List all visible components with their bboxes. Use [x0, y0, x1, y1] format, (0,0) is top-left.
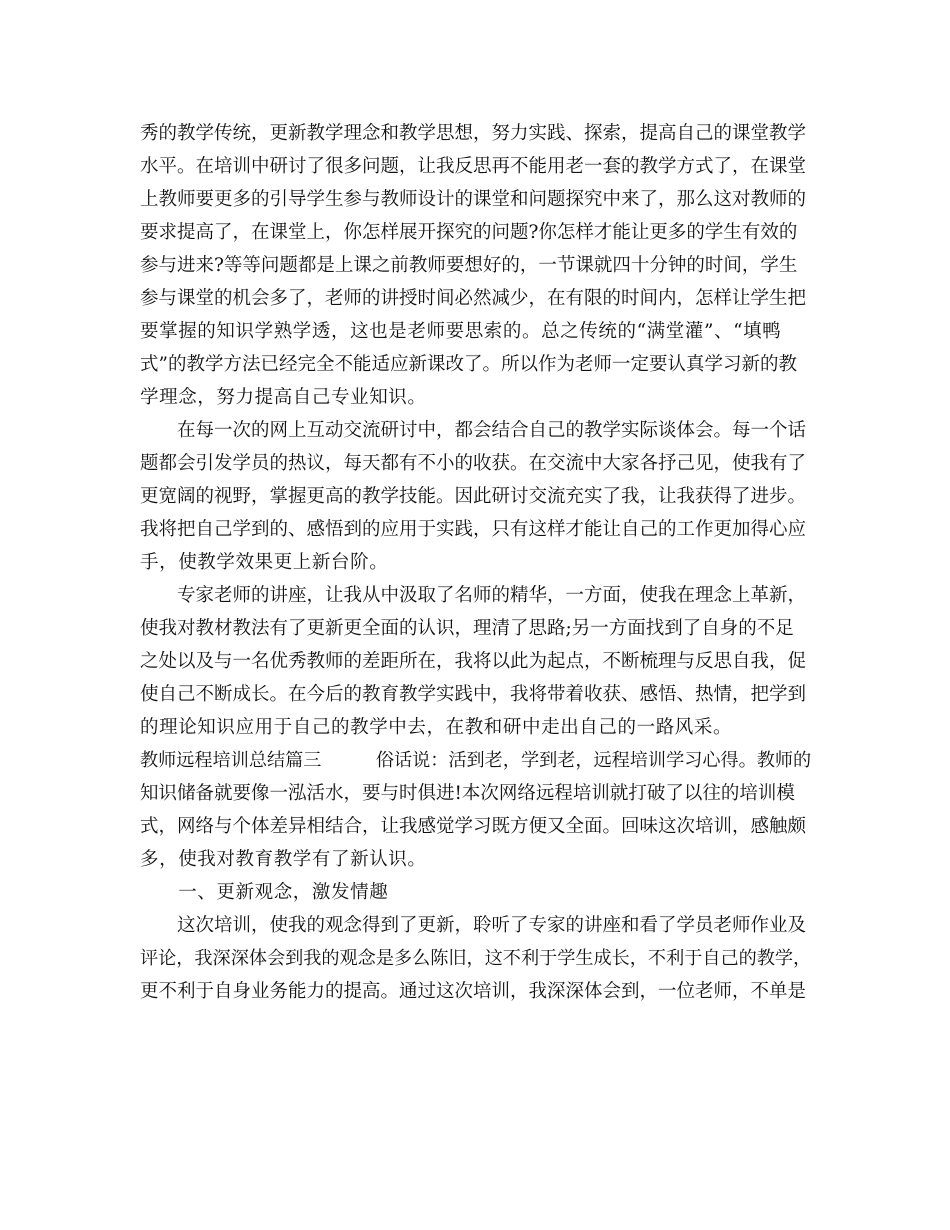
- text-line: 我将把自己学到的、感悟到的应用于实践，只有这样才能让自己的工作更加得心应: [140, 519, 807, 540]
- text-line: 这次培训，使我的观念得到了更新，聆听了专家的讲座和看了学员老师作业及: [140, 915, 807, 936]
- text-line: 参与课堂的机会多了，老师的讲授时间必然减少，在有限的时间内，怎样让学生把: [140, 288, 807, 309]
- text-line: 要求提高了，在课堂上，你怎样展开探究的问题?你怎样才能让更多的学生有效的: [140, 222, 798, 243]
- text-line: 的理论知识应用于自己的教学中去，在教和研中走出自己的一路风采。: [140, 717, 733, 738]
- text-line: 上教师要更多的引导学生参与教师设计的课堂和问题探究中来了，那么这对教师的: [140, 189, 807, 210]
- text-line: 水平。在培训中研讨了很多问题，让我反思再不能用老一套的教学方式了，在课堂: [140, 156, 807, 177]
- text-line: 使自己不断成长。在今后的教育教学实践中，我将带着收获、感悟、热情，把学到: [140, 684, 807, 705]
- text-line: 参与进来?等等问题都是上课之前教师要想好的，一节课就四十分钟的时间，学生: [140, 255, 798, 276]
- text-line: 要掌握的知识学熟学透，这也是老师要思索的。总之传统的“满堂灌”、“填鸭: [140, 321, 782, 342]
- text-line: 更宽阔的视野，掌握更高的教学技能。因此研讨交流充实了我，让我获得了进步。: [140, 486, 807, 507]
- text-line: 一、更新观念，激发情趣: [140, 882, 389, 903]
- text-line: 学理念，努力提高自己专业知识。: [140, 387, 427, 408]
- text-line: 题都会引发学员的热议，每天都有不小的收获。在交流中大家各抒己见，使我有了: [140, 453, 807, 474]
- text-line: 式，网络与个体差异相结合，让我感觉学习既方便又全面。回味这次培训，感触颇: [140, 816, 807, 837]
- text-line: 式”的教学方法已经完全不能适应新课改了。所以作为老师一定要认真学习新的教: [140, 354, 797, 375]
- text-line: 秀的教学传统，更新教学理念和教学思想，努力实践、探索，提高自己的课堂教学: [140, 123, 807, 144]
- text-line: 多，使我对教育教学有了新认识。: [140, 849, 427, 870]
- text-line: 教师远程培训总结篇三 俗话说：活到老，学到老，远程培训学习心得。教师的: [140, 750, 812, 771]
- text-line: 手，使教学效果更上新台阶。: [140, 552, 389, 573]
- text-line: 在每一次的网上互动交流研讨中，都会结合自己的教学实际谈体会。每一个话: [140, 420, 807, 441]
- text-line: 更不利于自身业务能力的提高。通过这次培训，我深深体会到，一位老师，不单是: [140, 981, 807, 1002]
- text-line: 使我对教材教法有了更新更全面的认识，理清了思路;另一方面找到了自身的不足: [140, 618, 794, 639]
- text-line: 评论，我深深体会到我的观念是多么陈旧，这不利于学生成长，不利于自己的教学，: [140, 948, 812, 969]
- text-line: 专家老师的讲座，让我从中汲取了名师的精华，一方面，使我在理念上革新，: [140, 585, 807, 606]
- text-line: 知识储备就要像一泓活水，要与时俱进!本次网络远程培训就打破了以往的培训模: [140, 783, 795, 804]
- text-line: 之处以及与一名优秀教师的差距所在，我将以此为起点，不断梳理与反思自我，促: [140, 651, 807, 672]
